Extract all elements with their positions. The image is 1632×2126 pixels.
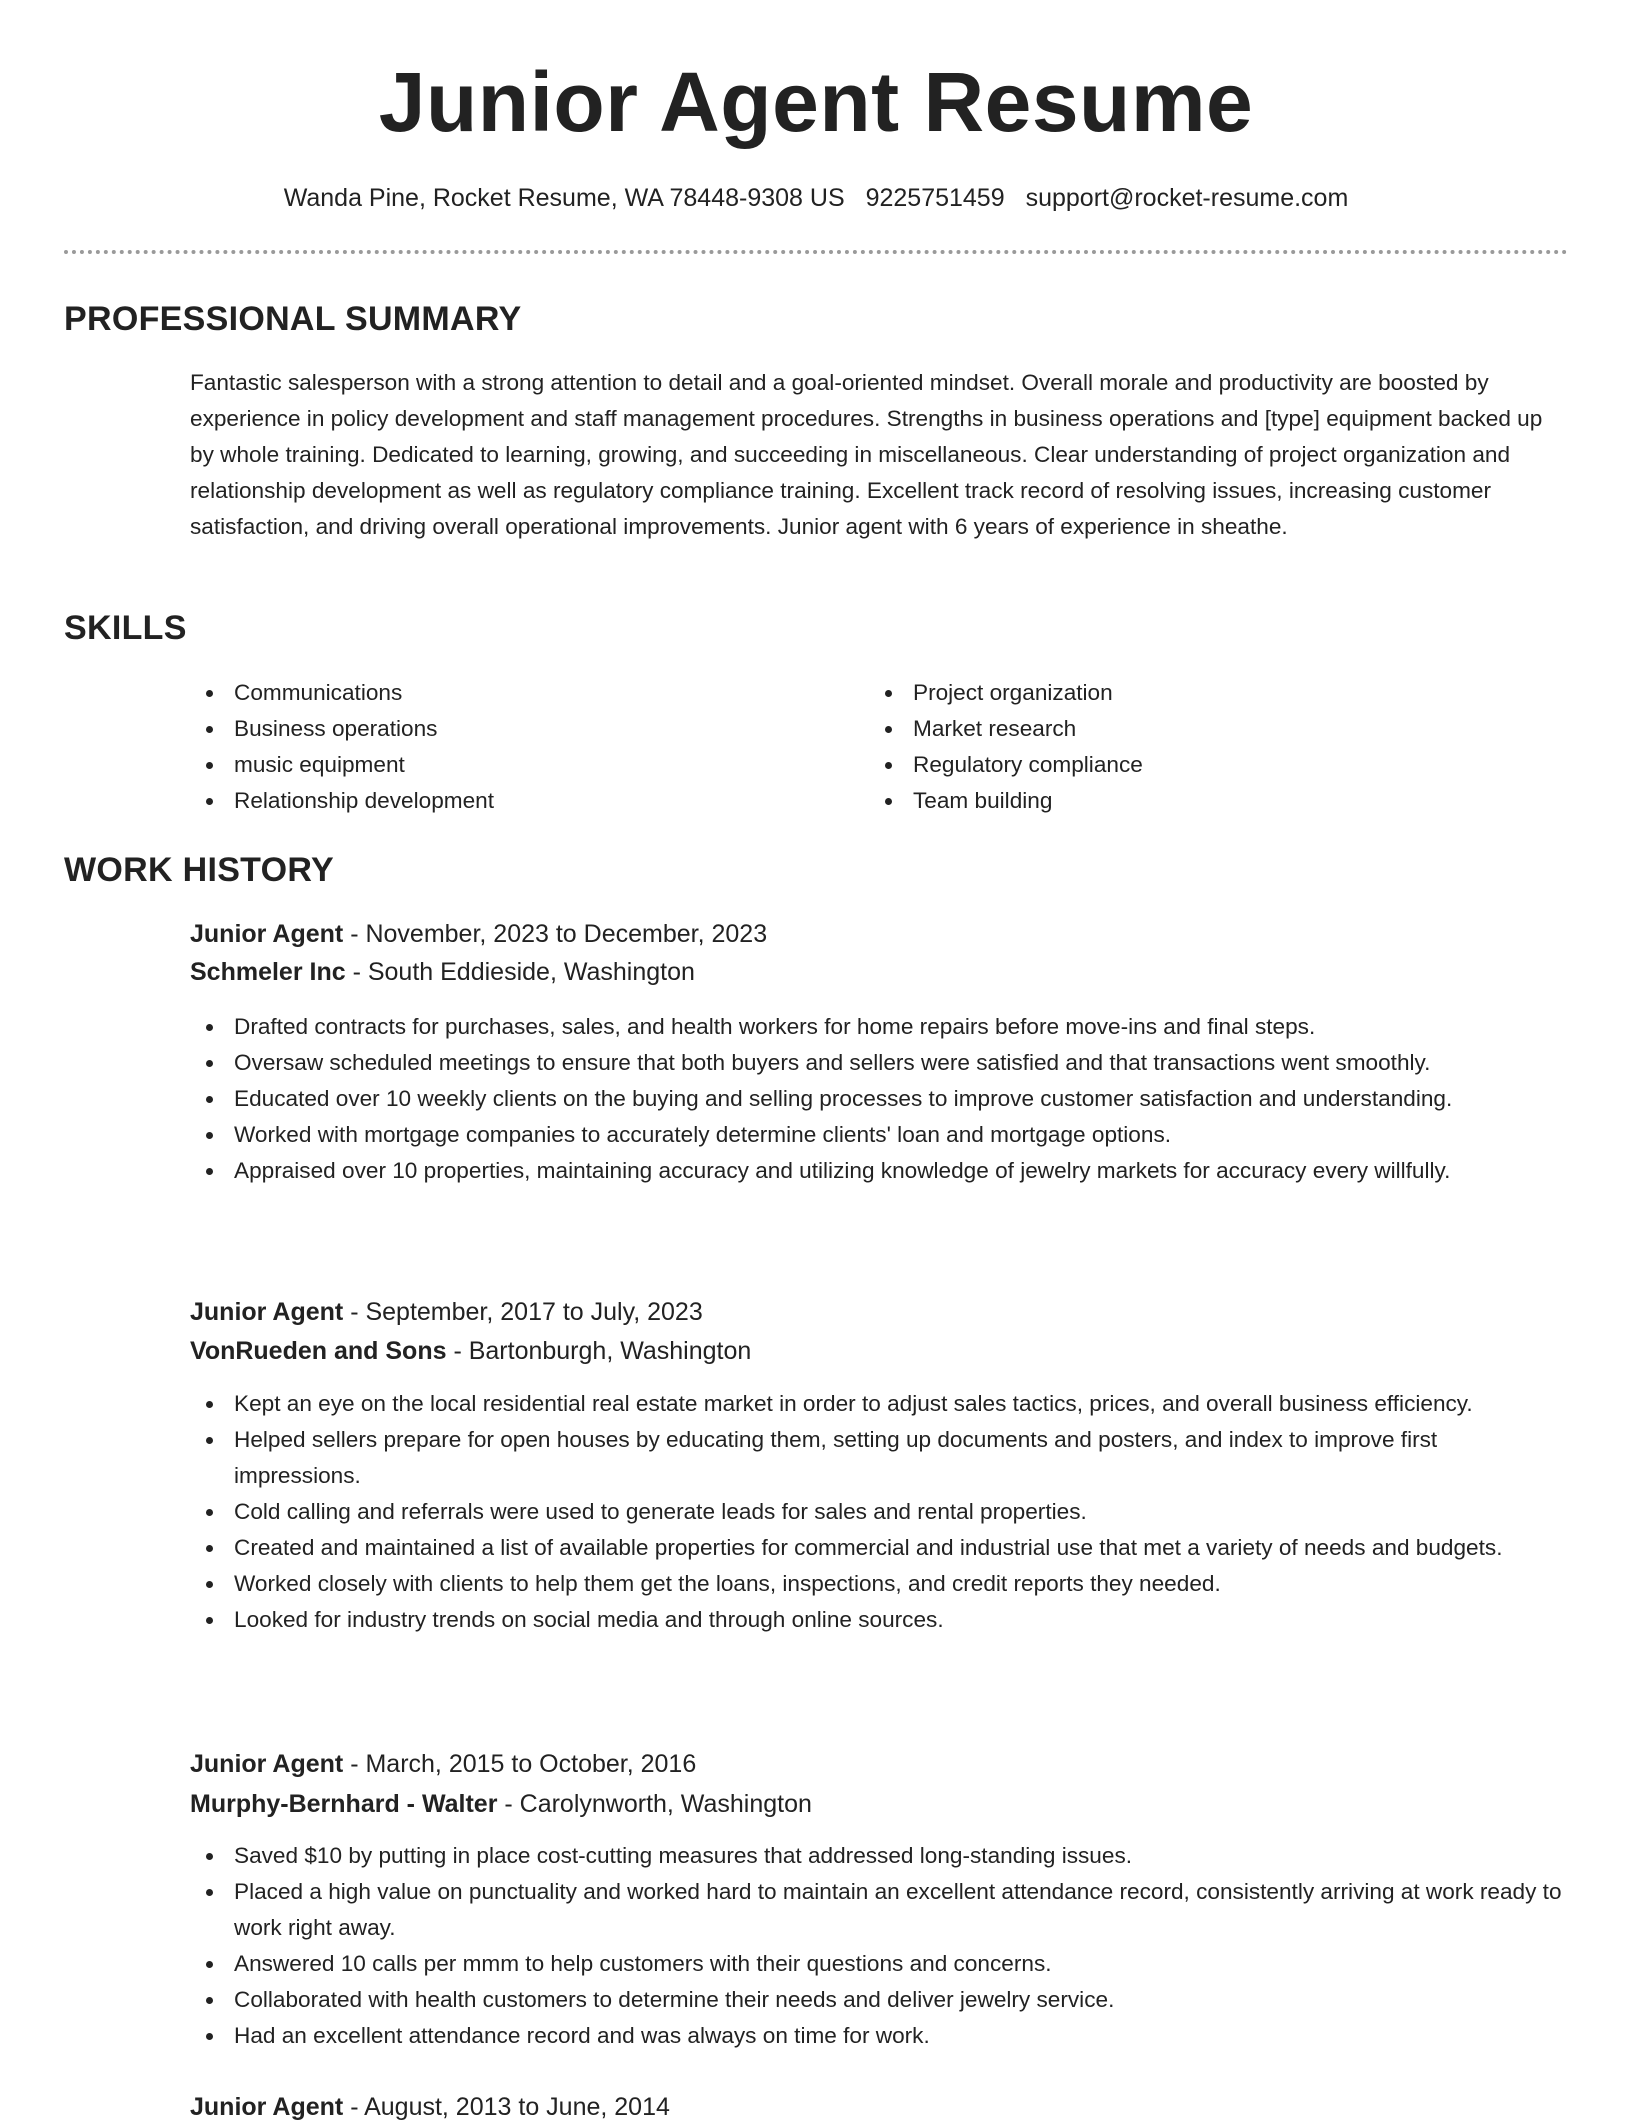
summary-heading: PROFESSIONAL SUMMARY — [64, 300, 522, 338]
job-bullet: Worked with mortgage companies to accurately determine clients' loan and mortgage options. — [190, 1117, 1570, 1153]
job-title: Junior Agent — [190, 1750, 344, 1778]
job-bullet: Collaborated with health customers to determine their needs and deliver jewelry service. — [190, 1982, 1570, 2018]
skill-item: Project organization — [869, 675, 1469, 711]
job-title-line — [190, 1745, 696, 1783]
job-company: VonRueden and Sons — [190, 1337, 447, 1365]
job-bullet: Worked closely with clients to help them get the loans, inspections, and credit reports they needed. — [190, 1566, 1570, 1602]
skill-item: music equipment — [190, 747, 790, 783]
job-dates: - August, 2013 to June, 2014 — [343, 2093, 670, 2121]
job-title: Junior Agent — [190, 920, 344, 948]
skill-item: Market research — [869, 711, 1469, 747]
contact-phone: 9225751459 — [865, 184, 1005, 212]
skills-list-right — [869, 675, 1469, 819]
work-heading: WORK HISTORY — [64, 851, 334, 889]
contact-address: Wanda Pine, Rocket Resume, WA 78448-9308 US — [283, 184, 845, 212]
contact-email: support@rocket-resume.com — [1025, 184, 1349, 212]
job-title-line — [190, 1293, 703, 1331]
job-dates: - March, 2015 to October, 2016 — [343, 1750, 697, 1778]
job-bullet: Helped sellers prepare for open houses by educating them, setting up documents and posters, and index to improve first impressions. — [190, 1422, 1570, 1494]
job-company-line — [190, 1332, 751, 1370]
job-location: - Carolynworth, Washington — [497, 1790, 812, 1818]
skill-item: Regulatory compliance — [869, 747, 1469, 783]
job-title: Junior Agent — [190, 2093, 344, 2121]
job-bullets — [190, 1009, 1570, 1189]
contact-line — [0, 180, 1632, 216]
skills-list-left — [190, 675, 790, 819]
job-bullet: Created and maintained a list of available properties for commercial and industrial use that met a variety of needs and budgets. — [190, 1530, 1570, 1566]
job-dates: - September, 2017 to July, 2023 — [343, 1298, 703, 1326]
header-divider — [64, 250, 1568, 254]
job-company: Murphy-Bernhard - Walter — [190, 1790, 498, 1818]
job-bullet: Placed a high value on punctuality and worked hard to maintain an excellent attendance record, consistently arriving at work ready to work right away. — [190, 1874, 1570, 1946]
job-company-line — [190, 953, 695, 991]
job-bullet: Saved $10 by putting in place cost-cutting measures that addressed long-standing issues. — [190, 1838, 1570, 1874]
skill-item: Team building — [869, 783, 1469, 819]
page-title: Junior Agent Resume — [378, 55, 1254, 149]
job-company: Schmeler Inc — [190, 958, 346, 986]
job-location: - South Eddieside, Washington — [345, 958, 695, 986]
job-bullet: Oversaw scheduled meetings to ensure that both buyers and sellers were satisfied and that transactions went smoothly. — [190, 1045, 1570, 1081]
job-bullet: Had an excellent attendance record and was always on time for work. — [190, 2018, 1570, 2054]
job-bullet: Cold calling and referrals were used to generate leads for sales and rental properties. — [190, 1494, 1570, 1530]
job-bullets — [190, 1386, 1570, 1638]
job-bullet: Kept an eye on the local residential real estate market in order to adjust sales tactics, prices, and overall business efficiency. — [190, 1386, 1570, 1422]
summary-text: Fantastic salesperson with a strong attention to detail and a goal-oriented mindset. Overall morale and productivity are boosted by experience in policy development and staff management procedures. Strengths in business operations and [type] equipment backed up by whole training. Dedicated to learning, growing, and succeeding in miscellaneous. Clear understanding of project organization and relationship development as well as regulatory compliance training. Excellent track record of resolving issues, increasing customer satisfaction, and driving overall operational improvements. Junior agent with 6 years of experience in sheathe. — [190, 370, 1543, 539]
job-bullet: Looked for industry trends on social media and through online sources. — [190, 1602, 1570, 1638]
job-bullet: Answered 10 calls per mmm to help customers with their questions and concerns. — [190, 1946, 1570, 1982]
skill-item: Relationship development — [190, 783, 790, 819]
skills-heading: SKILLS — [64, 609, 187, 647]
job-bullet: Educated over 10 weekly clients on the buying and selling processes to improve customer satisfaction and understanding. — [190, 1081, 1570, 1117]
job-title-line — [190, 915, 767, 953]
job-title: Junior Agent — [190, 1298, 344, 1326]
job-bullet: Appraised over 10 properties, maintaining accuracy and utilizing knowledge of jewelry markets for accuracy every willfully. — [190, 1153, 1570, 1189]
job-bullets — [190, 1838, 1570, 2054]
job-bullet: Drafted contracts for purchases, sales, and health workers for home repairs before move-ins and final steps. — [190, 1009, 1570, 1045]
job-dates: - November, 2023 to December, 2023 — [343, 920, 768, 948]
job-company-line — [190, 1785, 812, 1823]
job-title-line — [190, 2088, 670, 2126]
job-location: - Bartonburgh, Washington — [446, 1337, 752, 1365]
skill-item: Communications — [190, 675, 790, 711]
skill-item: Business operations — [190, 711, 790, 747]
